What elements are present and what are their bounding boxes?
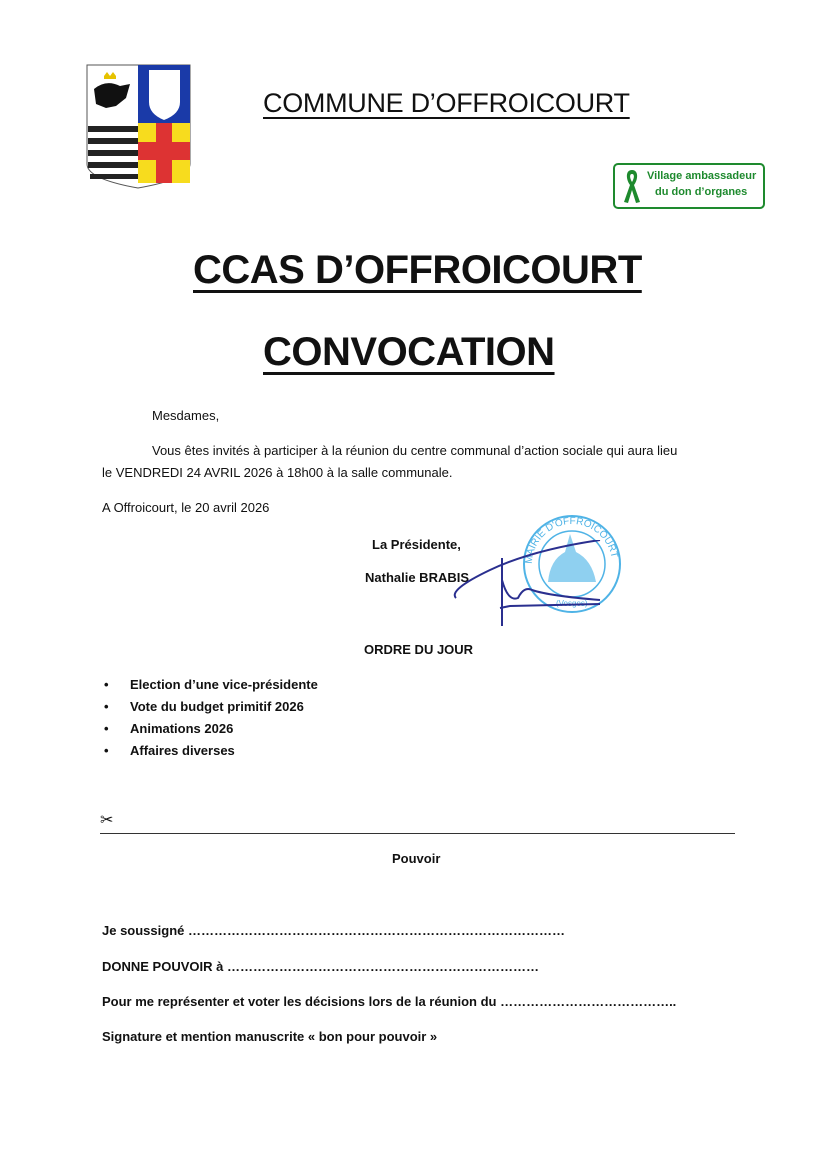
signatory-name: Nathalie BRABIS bbox=[365, 570, 470, 585]
pouvoir-title: Pouvoir bbox=[392, 851, 441, 866]
agenda-title: ORDRE DU JOUR bbox=[364, 642, 474, 657]
pouvoir-line1: Je soussigné …………………………………………………………………………… bbox=[102, 923, 565, 938]
greeting: Mesdames, bbox=[152, 408, 220, 423]
pouvoir-line4: Signature et mention manuscrite « bon pour pouvoir » bbox=[102, 1029, 438, 1044]
organ-donation-badge bbox=[613, 163, 765, 209]
coat-of-arms-logo bbox=[86, 64, 192, 194]
agenda-item: • Animations 2026 bbox=[130, 721, 318, 743]
signatory-role: La Présidente, bbox=[372, 537, 461, 552]
pouvoir-line2: DONNE POUVOIR à ……………………………………………………………… bbox=[102, 959, 539, 974]
cut-line bbox=[100, 833, 735, 834]
place-date: A Offroicourt, le 20 avril 2026 bbox=[102, 500, 270, 515]
agenda-item: • Affaires diverses bbox=[130, 743, 318, 765]
paragraph-line1: Vous êtes invités à participer à la réunion du centre communal d’action sociale qui aura lieu bbox=[152, 443, 678, 458]
badge-line2: du don d’organes bbox=[655, 186, 748, 198]
handwritten-signature bbox=[450, 540, 610, 630]
stamp-sub: (Vosges) bbox=[556, 599, 588, 608]
agenda-item: • Election d’une vice-présidente bbox=[130, 677, 318, 699]
ribbon-icon bbox=[621, 168, 643, 204]
convocation-title: CONVOCATION bbox=[263, 330, 555, 374]
commune-title: COMMUNE D’OFFROICOURT bbox=[263, 88, 630, 118]
agenda-item: • Vote du budget primitif 2026 bbox=[130, 699, 318, 721]
scissors-icon: ✂ bbox=[100, 812, 114, 829]
agenda-list bbox=[130, 677, 318, 765]
pouvoir-line3: Pour me représenter et voter les décisions lors de la réunion du ………………………………….. bbox=[102, 994, 677, 1009]
stamp-text: MAIRIE D'OFFROICOURT bbox=[523, 515, 620, 565]
badge-line1: Village ambassadeur bbox=[647, 170, 757, 182]
paragraph-line2: le VENDREDI 24 AVRIL 2026 à 18h00 à la salle communale. bbox=[102, 465, 453, 480]
ccas-title: CCAS D’OFFROICOURT bbox=[193, 248, 642, 292]
